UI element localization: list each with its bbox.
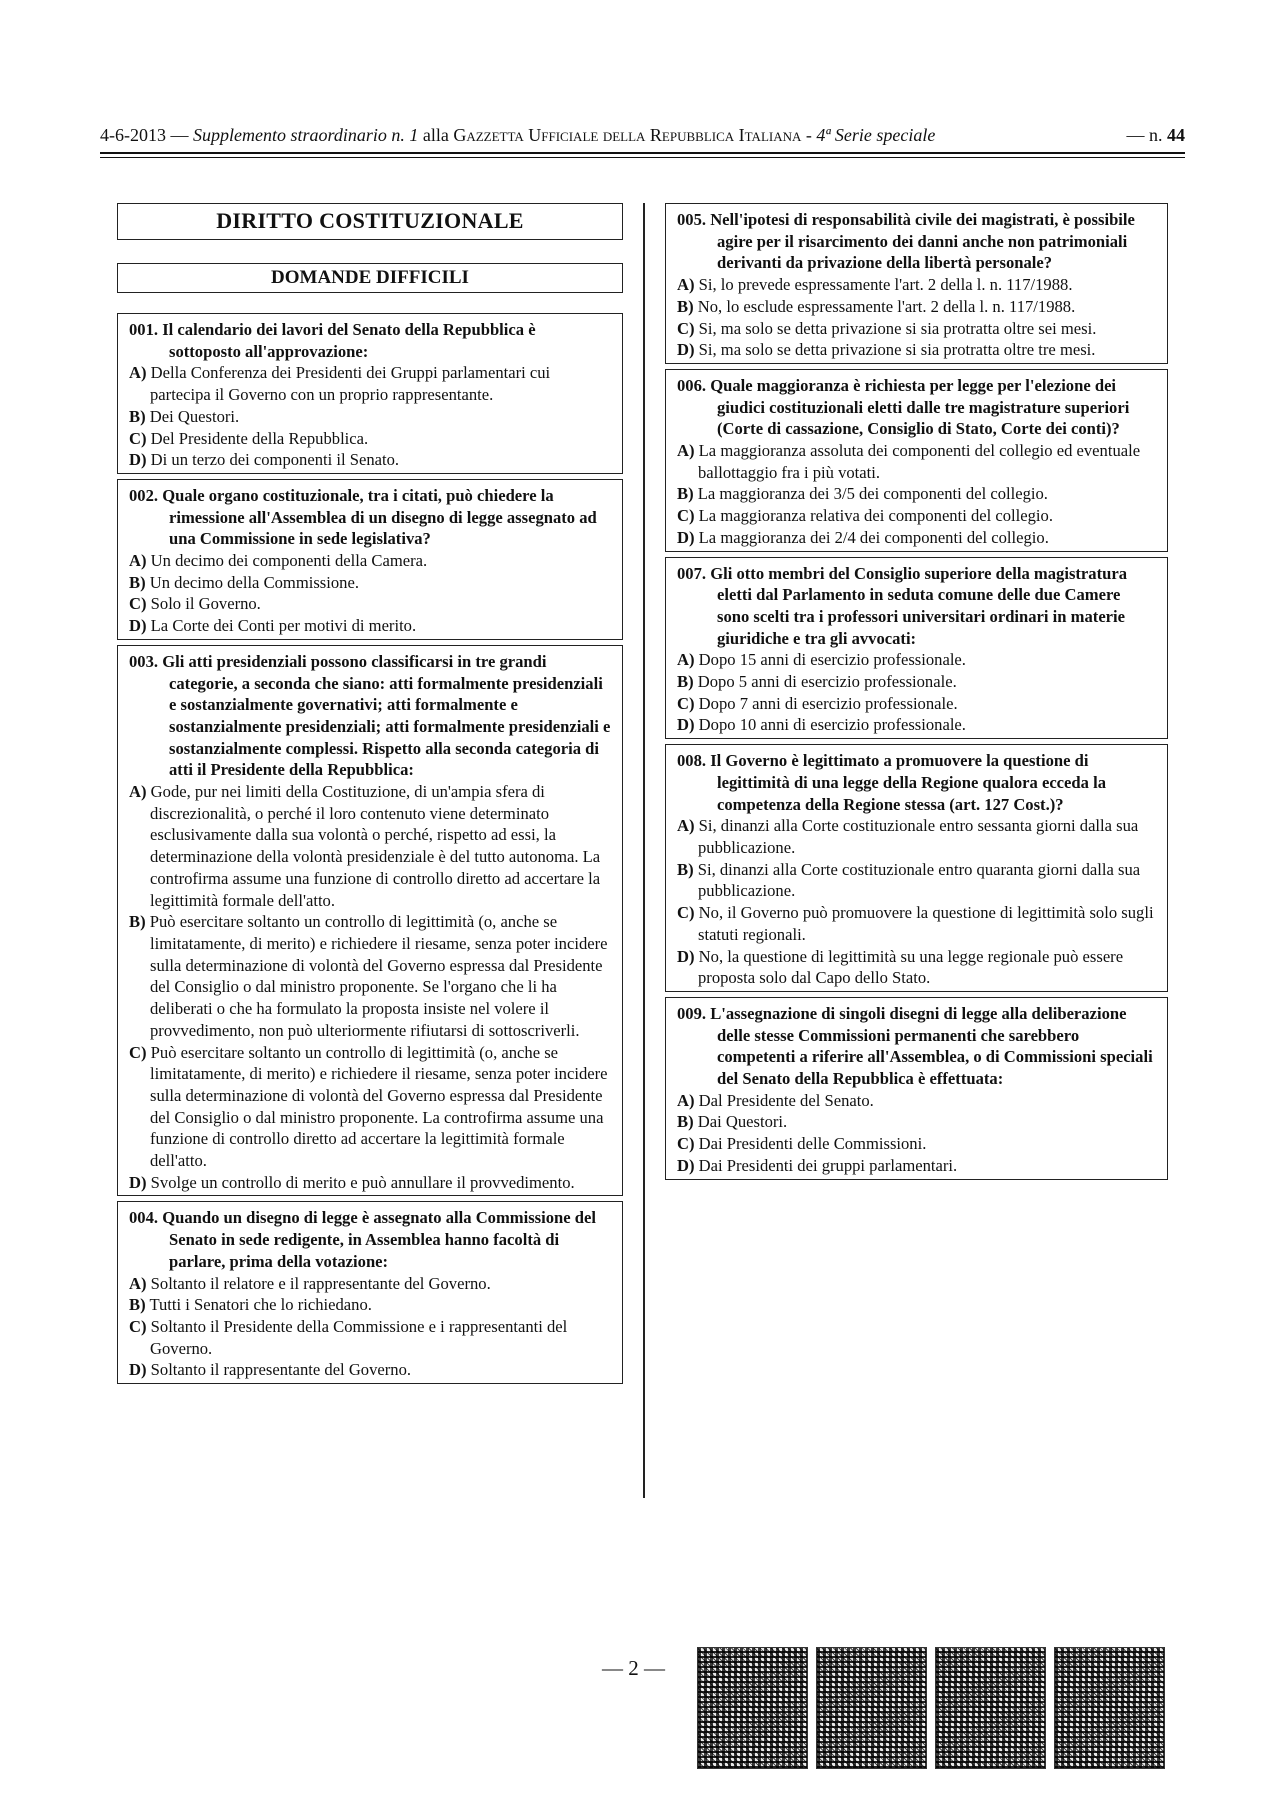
question-prompt: Il calendario dei lavori del Senato della Repubblica è sottoposto all'approvazione: xyxy=(162,320,536,361)
answer-option xyxy=(677,946,1156,989)
question-text xyxy=(677,1003,1156,1090)
answer-text: Si, dinanzi alla Corte costituzionale entro sessanta giorni dalla sua pubblicazione. xyxy=(698,816,1139,857)
answer-option xyxy=(129,593,611,615)
answer-text: Dai Questori. xyxy=(697,1112,788,1132)
answer-letter: D) xyxy=(677,946,695,966)
question-box xyxy=(665,369,1168,552)
answer-letter: C) xyxy=(677,506,695,526)
header-dash: — xyxy=(170,125,189,145)
question-box xyxy=(665,997,1168,1180)
question-number: 006. xyxy=(677,375,707,395)
answer-text: Soltanto il rappresentante del Governo. xyxy=(150,1360,412,1380)
answer-option xyxy=(129,1172,611,1194)
answer-text: Si, dinanzi alla Corte costituzionale entro quaranta giorni dalla sua pubblicazione. xyxy=(697,859,1141,901)
answer-text: Si, ma solo se detta privazione si sia protratta oltre tre mesi. xyxy=(698,340,1096,360)
answer-text: La maggioranza relativa dei componenti del collegio. xyxy=(698,506,1053,526)
header-separator: - xyxy=(805,125,812,145)
answer-option xyxy=(677,714,1156,736)
answer-option xyxy=(129,1316,611,1359)
answer-text: Un decimo della Commissione. xyxy=(149,572,359,592)
barcode-image xyxy=(935,1647,1046,1769)
question-number: 008. xyxy=(677,751,707,771)
question-text xyxy=(129,485,611,550)
answer-letter: D) xyxy=(677,527,695,547)
answer-text: Si, lo prevede espressamente l'art. 2 della l. n. 117/1988. xyxy=(698,275,1073,295)
answer-text: Soltanto il Presidente della Commissione e i rappresentanti del Governo. xyxy=(150,1316,568,1358)
question-text xyxy=(129,319,611,362)
question-prompt: L'assegnazione di singoli disegni di legge alla deliberazione delle stesse Commissioni permanenti che sarebbero competenti a riferire all'Assemblea, o di Commissioni speciali del Senato della Repubblica è effettuata: xyxy=(710,1003,1153,1089)
answer-option xyxy=(677,1111,1156,1133)
answer-letter: A) xyxy=(129,363,147,383)
answer-letter: B) xyxy=(129,406,146,426)
page-header xyxy=(100,124,1185,146)
answer-text: La maggioranza dei 3/5 dei componenti del collegio. xyxy=(697,484,1048,504)
answer-letter: C) xyxy=(677,693,695,713)
answer-letter: B) xyxy=(677,859,694,879)
answer-option xyxy=(677,339,1156,361)
question-prompt: Quando un disegno di legge è assegnato alla Commissione del Senato in sede redigente, in Assemblea hanno facoltà di parlare, prima della votazione: xyxy=(162,1208,596,1271)
question-number: 005. xyxy=(677,210,707,229)
barcode-image xyxy=(697,1647,808,1769)
question-number: 009. xyxy=(677,1003,707,1023)
answer-text: No, il Governo può promuovere la questione di legittimità solo sugli statuti regionali. xyxy=(698,903,1154,944)
answer-text: Dopo 10 anni di esercizio professionale. xyxy=(698,715,966,735)
answer-text: No, lo esclude espressamente l'art. 2 della l. n. 117/1988. xyxy=(697,296,1076,316)
header-rule-thick xyxy=(100,152,1185,154)
question-text xyxy=(677,375,1156,440)
answer-letter: A) xyxy=(677,441,695,461)
header-gazette: Gazzetta Ufficiale della Repubblica Italiana xyxy=(453,125,802,145)
answer-text: Tutti i Senatori che lo richiedano. xyxy=(149,1295,372,1315)
answer-text: Dei Questori. xyxy=(149,406,240,426)
header-number-prefix: — n. xyxy=(1126,125,1163,145)
answer-letter: B) xyxy=(677,296,694,316)
question-prompt: Nell'ipotesi di responsabilità civile dei magistrati, è possibile agire per il risarcimento dei danni anche non patrimoniali derivanti da privazione della libertà personale? xyxy=(710,210,1135,273)
answer-option xyxy=(677,693,1156,715)
answer-letter: B) xyxy=(129,572,146,592)
question-number: 003. xyxy=(129,651,159,671)
answer-option xyxy=(677,318,1156,340)
answer-letter: A) xyxy=(677,650,695,670)
answer-option xyxy=(129,911,611,1041)
answer-letter: C) xyxy=(129,428,147,448)
answer-option xyxy=(129,1359,611,1381)
answer-letter: B) xyxy=(677,484,694,504)
answer-option xyxy=(677,815,1156,858)
answer-letter: D) xyxy=(129,1172,147,1192)
answer-letter: A) xyxy=(677,816,695,836)
question-prompt: Gli otto membri del Consiglio superiore della magistratura eletti dal Parlamento in seduta comune delle due Camere sono scelti tra i professori universitari ordinari in materie giuridiche e tra gli avvocati: xyxy=(710,563,1128,648)
question-box xyxy=(665,744,1168,992)
question-number: 001. xyxy=(129,320,159,339)
answer-text: Soltanto il relatore e il rappresentante del Governo. xyxy=(150,1273,491,1293)
question-prompt: Quale maggioranza è richiesta per legge per l'elezione dei giudici costituzionali eletti dalle tre magistrature superiori (Corte di cassazione, Consiglio di Stato, Corte dei conti)? xyxy=(710,375,1130,439)
right-question-list xyxy=(665,203,1168,1180)
answer-text: Gode, pur nei limiti della Costituzione, di un'ampia sfera di discrezionalità, o perché il loro contenuto viene determinato esclusivamente dalla sua volontà o perché, rispetto ad essi, la determinazione della volontà presidenziale è del tutto autonoma. La controfirma assume una funzione di controllo diretto ad accertare la legittimità formale dell'atto. xyxy=(150,782,601,910)
answer-text: Può esercitare soltanto un controllo di legittimità (o, anche se limitatamente, di merito) e richiedere il riesame, senza poter incidere sulla determinazione di volontà del Governo espressa dal Presidente del Consiglio o dal ministro proponente. Se l'organo che li ha deliberati o che ha formulato la proposta insiste nel volere il provvedimento, non può ulteriormente rifiutarsi di sottoscriverli. xyxy=(149,912,608,1040)
answer-letter: A) xyxy=(677,1090,695,1110)
answer-letter: D) xyxy=(129,1360,147,1380)
question-prompt: Gli atti presidenziali possono classificarsi in tre grandi categorie, a seconda che siano: atti formalmente presidenziali e sostanzialmente governativi; atti formalmente e sostanzialmente presidenziali; atti formalmente presidenziali e sostanzialmente complessi. Rispetto alla seconda categoria di atti il Presidente della Repubblica: xyxy=(162,651,611,780)
barcode-image xyxy=(816,1647,927,1769)
answer-option xyxy=(129,1294,611,1316)
question-text xyxy=(677,563,1156,650)
question-box xyxy=(117,479,623,640)
answer-letter: D) xyxy=(677,1155,695,1175)
left-column xyxy=(117,203,623,1389)
right-column xyxy=(665,203,1168,1185)
answer-text: Dai Presidenti delle Commissioni. xyxy=(698,1134,927,1154)
answer-text: La maggioranza assoluta dei componenti del collegio ed eventuale ballottaggio fra i più votati. xyxy=(698,441,1141,482)
answer-option xyxy=(677,1090,1156,1112)
answer-letter: C) xyxy=(129,1042,147,1062)
answer-text: Di un terzo dei componenti il Senato. xyxy=(150,450,400,470)
answer-letter: D) xyxy=(677,340,695,360)
answer-option xyxy=(677,859,1156,902)
question-text xyxy=(677,209,1156,274)
question-box xyxy=(665,203,1168,364)
header-date: 4-6-2013 xyxy=(100,125,166,145)
answer-text: Dopo 5 anni di esercizio professionale. xyxy=(697,672,957,692)
column-divider xyxy=(643,203,645,1498)
answer-option xyxy=(129,572,611,594)
answer-letter: C) xyxy=(677,903,695,923)
answer-option xyxy=(677,649,1156,671)
answer-option xyxy=(677,1133,1156,1155)
question-text xyxy=(677,750,1156,815)
answer-letter: D) xyxy=(129,450,147,470)
answer-option xyxy=(129,615,611,637)
answer-option xyxy=(677,1155,1156,1177)
answer-option xyxy=(677,505,1156,527)
answer-text: Del Presidente della Repubblica. xyxy=(150,428,369,448)
question-text xyxy=(129,1207,611,1272)
answer-letter: A) xyxy=(129,1273,147,1293)
answer-letter: C) xyxy=(129,1316,147,1336)
header-series: 4ª Serie speciale xyxy=(816,125,936,145)
answer-text: La maggioranza dei 2/4 dei componenti del collegio. xyxy=(698,527,1049,547)
header-rule-thin xyxy=(100,157,1185,158)
question-box xyxy=(117,645,623,1197)
answer-text: Dai Presidenti dei gruppi parlamentari. xyxy=(698,1155,958,1175)
answer-letter: C) xyxy=(129,594,147,614)
answer-text: Svolge un controllo di merito e può annullare il provvedimento. xyxy=(150,1172,575,1192)
question-number: 007. xyxy=(677,563,707,583)
answer-text: Dopo 15 anni di esercizio professionale. xyxy=(698,650,966,670)
answer-option xyxy=(677,274,1156,296)
section-subtitle: DOMANDE DIFFICILI xyxy=(117,263,623,293)
section-title: DIRITTO COSTITUZIONALE xyxy=(117,203,623,240)
answer-letter: D) xyxy=(677,715,695,735)
header-number-group xyxy=(1127,124,1186,146)
answer-option xyxy=(129,550,611,572)
answer-letter: B) xyxy=(677,672,694,692)
header-supplement: Supplemento straordinario n. 1 xyxy=(193,125,419,145)
answer-option xyxy=(129,406,611,428)
barcode-image xyxy=(1054,1647,1165,1769)
answer-letter: D) xyxy=(129,616,147,636)
answer-option xyxy=(129,1273,611,1295)
answer-letter: B) xyxy=(677,1112,694,1132)
answer-text: Della Conferenza dei Presidenti dei Gruppi parlamentari cui partecipa il Governo con un proprio rappresentante. xyxy=(150,363,551,405)
page-number: — 2 — xyxy=(602,1656,665,1680)
left-question-list xyxy=(117,313,623,1384)
answer-text: La Corte dei Conti per motivi di merito. xyxy=(150,616,417,636)
answer-option xyxy=(129,781,611,911)
answer-option xyxy=(129,1042,611,1172)
answer-option xyxy=(129,362,611,405)
answer-letter: B) xyxy=(129,1295,146,1315)
answer-option xyxy=(129,428,611,450)
question-number: 002. xyxy=(129,485,159,505)
answer-option xyxy=(677,440,1156,483)
answer-text: No, la questione di legittimità su una legge regionale può essere proposta solo dal Capo dello Stato. xyxy=(698,946,1124,988)
answer-text: Un decimo dei componenti della Camera. xyxy=(150,551,428,571)
answer-text: Dopo 7 anni di esercizio professionale. xyxy=(698,693,958,713)
question-box xyxy=(117,1201,623,1384)
question-number: 004. xyxy=(129,1208,159,1228)
header-alla: alla xyxy=(422,125,449,145)
answer-letter: B) xyxy=(129,912,146,932)
header-number: 44 xyxy=(1167,125,1185,145)
answer-letter: A) xyxy=(129,551,147,571)
barcode-strip xyxy=(697,1647,1165,1767)
question-prompt: Il Governo è legittimato a promuovere la questione di legittimità di una legge della Regione qualora ecceda la competenza della Regione stessa (art. 127 Cost.)? xyxy=(710,751,1106,814)
answer-text: Dal Presidente del Senato. xyxy=(698,1090,874,1110)
answer-letter: C) xyxy=(677,1134,695,1154)
answer-option xyxy=(129,449,611,471)
answer-text: Può esercitare soltanto un controllo di legittimità (o, anche se limitatamente, di merito) e richiedere il riesame, senza poter incidere sulla determinazione di volontà del Governo espressa dal Presidente del Consiglio o dal ministro proponente. La controfirma assume una funzione di controllo diretto ad accertare la legittimità formale dell'atto. xyxy=(150,1042,608,1171)
question-box xyxy=(117,313,623,474)
question-text xyxy=(129,651,611,781)
question-box xyxy=(665,557,1168,740)
answer-text: Si, ma solo se detta privazione si sia protratta oltre sei mesi. xyxy=(698,318,1097,338)
answer-option xyxy=(677,671,1156,693)
answer-letter: C) xyxy=(677,318,695,338)
answer-letter: A) xyxy=(677,275,695,295)
answer-option xyxy=(677,527,1156,549)
answer-option xyxy=(677,483,1156,505)
question-prompt: Quale organo costituzionale, tra i citati, può chiedere la rimessione all'Assemblea di un disegno di legge assegnato ad una Commissione in sede legislativa? xyxy=(162,485,597,549)
answer-option xyxy=(677,902,1156,945)
answer-text: Solo il Governo. xyxy=(150,594,261,614)
answer-letter: A) xyxy=(129,782,147,802)
answer-option xyxy=(677,296,1156,318)
